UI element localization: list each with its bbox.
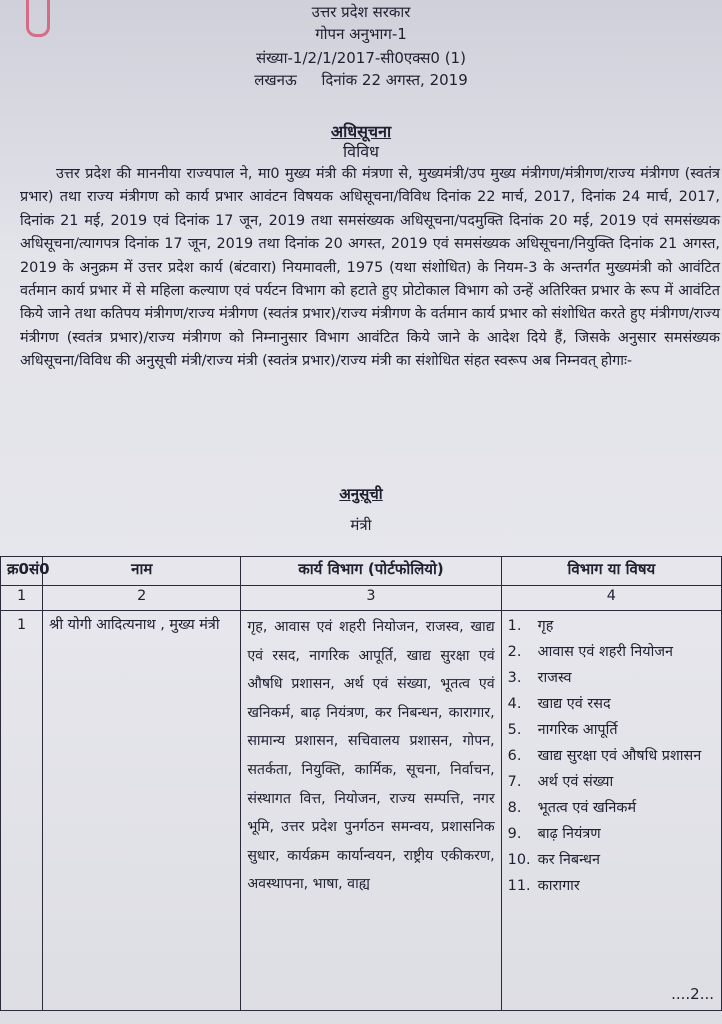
column-number: 1 xyxy=(1,586,43,611)
list-item: 6. खाद्य सुरक्षा एवं औषधि प्रशासन xyxy=(507,748,702,764)
column-header-portfolio: कार्य विभाग (पोर्टफोलियो) xyxy=(241,557,501,586)
row-serial: 1 xyxy=(1,611,43,1011)
notification-body: उत्तर प्रदेश की माननीया राज्यपाल ने, मा0 मुख्य मंत्री की मंत्रणा से, मुख्यमंत्री/उप मुख्य मंत्रीगण/मंत्रीगण/राज्य मंत्रीगण (स्वतंत्र प्रभार) तथा राज्य मंत्रीगण को कार्य प्रभार आवंटन विषयक अधिसूचना/विविध दिनांक 22 मार्च, 2017, दिनांक 24 मार्च, 2017, दिनांक 21 मई, 2019 एवं दिनांक 17 जून, 2019 तथा समसंख्यक अधिसूचना/पदमुक्ति दिनांक 20 मई, 2019 एवं समसंख्यक अधिसूचना/त्यागपत्र दिनांक 17 जून, 2019 तथा दिनांक 20 अगस्त, 2019 एवं समसंख्यक अधिसूचना/नियुक्ति दिनांक 21 अगस्त, 2019 के अनुक्रम में उत्तर प्रदेश कार्य (बंटवारा) नियमावली, 1975 (यथा संशोधित) के नियम-3 के अन्तर्गत मुख्यमंत्री को आवंटित वर्तमान कार्य प्रभार में से महिला कल्याण एवं पर्यटन विभाग को हटाते हुए प्रोटोकाल विभाग को उन्हें अतिरिक्त प्रभार के रूप में आवंटित किये जाने तथा कतिपय मंत्रीगण/राज्य मंत्रीगण (स्वतंत्र प्रभार)/राज्य मंत्रीगण के वर्तमान कार्य प्रभार को संशोधित करते हुए मंत्रीगण/राज्य मंत्रीगण (स्वतंत्र प्रभार)/राज्य मंत्रीगण को निम्नानुसार विभाग आवंटित किये जाने के आदेश दिये हैं, जिसके अनुसार समसंख्यक अधिसूचना/विविध की अनुसूची मंत्री/राज्य मंत्री (स्वतंत्र प्रभार)/राज्य मंत्री का संशोधित संहत स्वरूप अब निम्नवत् होगाः- xyxy=(20,166,720,370)
schedule-subtitle: मंत्री xyxy=(350,516,372,534)
list-item: 5. नागरिक आपूर्ति xyxy=(507,722,618,738)
notification-title: अधिसूचना xyxy=(330,122,392,141)
minister-name: श्री योगी आदित्यनाथ , मुख्य मंत्री xyxy=(43,611,241,1011)
list-item: 4. खाद्य एवं रसद xyxy=(507,696,611,712)
department-list xyxy=(501,611,721,1011)
list-item: 2. आवास एवं शहरी नियोजन xyxy=(507,644,674,660)
notification-subtitle: विविध xyxy=(343,142,379,161)
issue-date: दिनांक 22 अगस्त, 2019 xyxy=(321,71,468,89)
table-header-row xyxy=(1,557,722,586)
schedule-title: अनुसूची xyxy=(339,485,383,503)
column-number: 3 xyxy=(241,586,501,611)
list-item: 8. भूतत्व एवं खनिकर्म xyxy=(507,800,637,816)
list-item: 9. बाढ़ नियंत्रण xyxy=(507,826,601,842)
column-number: 4 xyxy=(501,586,721,611)
column-header-serial: क्र0सं0 xyxy=(1,557,43,586)
place-date-line xyxy=(0,70,722,90)
section-name: गोपन अनुभाग-1 xyxy=(315,25,407,43)
list-item: 11. कारागार xyxy=(507,878,580,894)
list-item: 3. राजस्व xyxy=(507,670,572,686)
reference-number: संख्या-1/2/1/2017-सी0एक्स0 (1) xyxy=(256,49,466,67)
column-number-row xyxy=(1,586,722,611)
column-header-name: नाम xyxy=(43,557,241,586)
list-item: 1. गृह xyxy=(507,618,554,634)
place: लखनऊ xyxy=(254,71,297,89)
list-item: 10. कर निबन्धन xyxy=(507,852,600,868)
list-item: 7. अर्थ एवं संख्या xyxy=(507,774,614,790)
table-row xyxy=(1,611,722,1011)
page-continuation-marker: ....2... xyxy=(671,985,714,1003)
government-name: उत्तर प्रदेश सरकार xyxy=(311,3,411,21)
column-header-department: विभाग या विषय xyxy=(501,557,721,586)
schedule-table xyxy=(0,556,722,1011)
portfolio-list: गृह, आवास एवं शहरी नियोजन, राजस्व, खाद्य एवं रसद, नागरिक आपूर्ति, खाद्य सुरक्षा एवं औषधि प्रशासन, अर्थ एवं संख्या, भूतत्व एवं खनिकर्म, बाढ़ नियंत्रण, कर निबन्धन, कारागार, सामान्य प्रशासन, सचिवालय प्रशासन, गोपन, सतर्कता, नियुक्ति, कार्मिक, सूचना, निर्वाचन, संस्थागत वित्त, नियोजन, राज्य सम्पत्ति, नगर भूमि, उत्तर प्रदेश पुनर्गठन समन्वय, प्रशासनिक सुधार, कार्यक्रम कार्यान्वयन, राष्ट्रीय एकीकरण, अवस्थापना, भाषा, वाह्य xyxy=(241,611,501,1011)
column-number: 2 xyxy=(43,586,241,611)
